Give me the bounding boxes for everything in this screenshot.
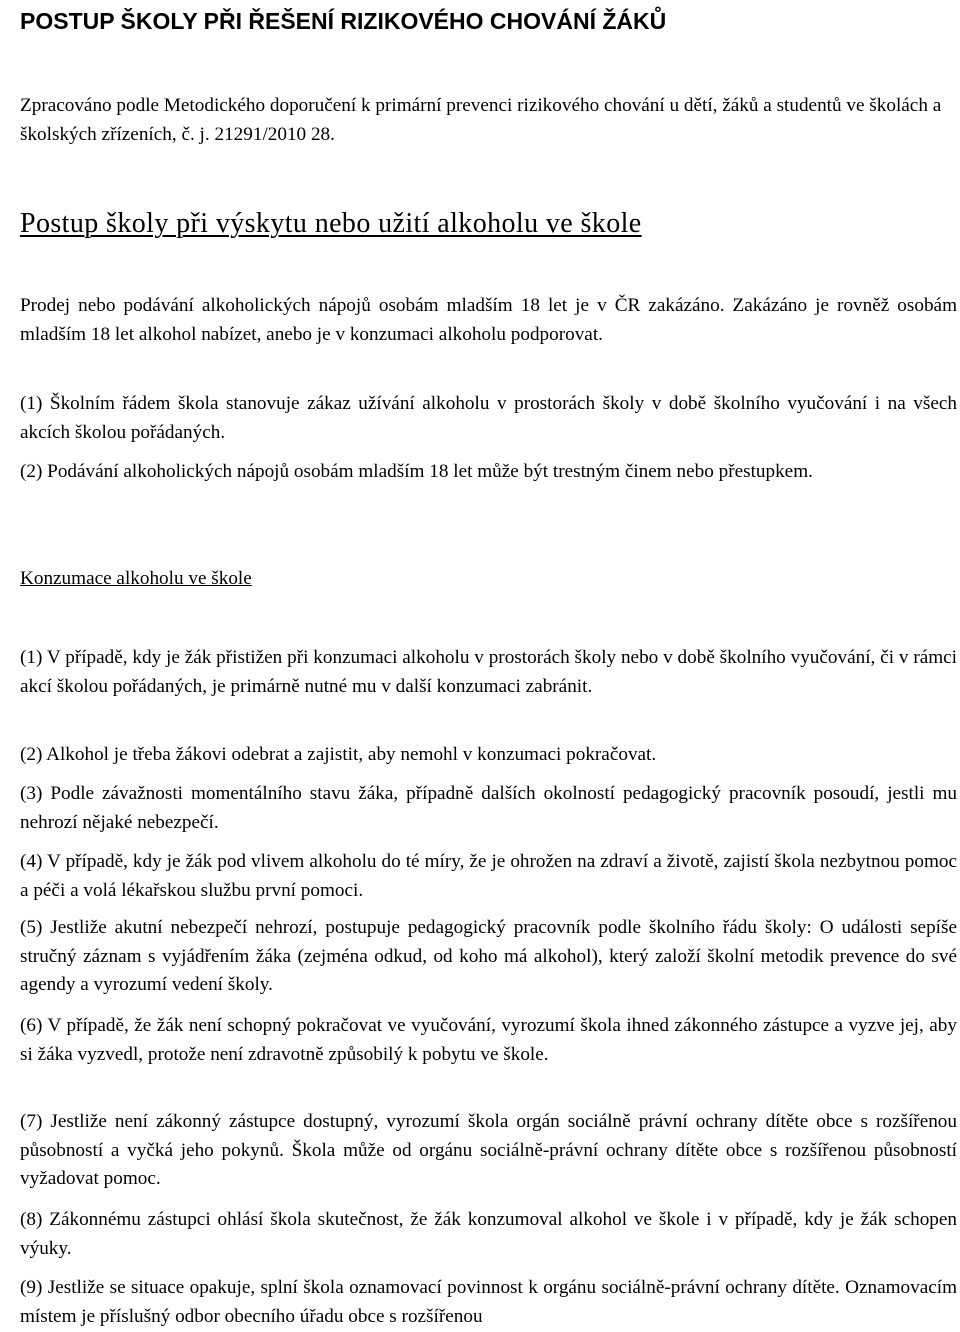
paragraph-consumption-1: (1) V případě, kdy je žák přistižen při konzumaci alkoholu v prostorách školy nebo v době školního vyučování, či v rámci akcí školou pořádaných, je primárně nutné mu v další konzumaci zabránit. bbox=[20, 647, 957, 697]
intro-paragraph: Zpracováno podle Metodického doporučení k primární prevenci rizikového chování u dětí, žáků a studentů ve školách a školských zřízeních, č. j. 21291/2010 28. bbox=[20, 95, 942, 145]
paragraph-consumption-7: (7) Jestliže není zákonný zástupce dostupný, vyrozumí škola orgán sociálně právní ochrany dítěte obce s rozšířenou působností a vyčká jeho pokynů. Škola může od orgánu sociálně-právní ochrany dítěte obce s rozšířenou působností vyžadovat pomoc. bbox=[20, 1111, 957, 1190]
paragraph-consumption-5: (5) Jestliže akutní nebezpečí nehrozí, postupuje pedagogický pracovník podle školního řádu školy: O události sepíše stručný záznam s vyjádřením žáka (zejména odkud, od koho má alkohol), který založí školní metodik prevence do své agendy a vyrozumí vedení školy. bbox=[20, 917, 957, 996]
paragraph-consumption-6: (6) V případě, že žák není schopný pokračovat ve vyučování, vyrozumí škola ihned zákonného zástupce a vyzve jej, aby si žáka vyzvedl, protože není zdravotně způsobilý k pobytu ve škole. bbox=[20, 1015, 957, 1065]
paragraph-consumption-9: (9) Jestliže se situace opakuje, splní škola oznamovací povinnost k orgánu sociálně-právní ochrany dítěte. Oznamovacím místem je příslušný odbor obecního úřadu obce s rozšířenou bbox=[20, 1277, 957, 1327]
paragraph-consumption-2: (2) Alkohol je třeba žákovi odebrat a zajistit, aby nemohl v konzumaci pokračovat. bbox=[20, 744, 657, 765]
paragraph-sale-ban: Prodej nebo podávání alkoholických nápojů osobám mladším 18 let je v ČR zakázáno. Zakázáno je rovněž osobám mladším 18 let alkohol nabízet, anebo je v konzumaci alkoholu podporovat. bbox=[20, 295, 957, 345]
section-heading-alcohol-procedure: Postup školy při výskytu nebo užití alkoholu ve škole bbox=[20, 208, 642, 239]
paragraph-consumption-8: (8) Zákonnému zástupci ohlásí škola skutečnost, že žák konzumoval alkohol ve škole i v případě, kdy je žák schopen výuky. bbox=[20, 1209, 957, 1259]
paragraph-school-rules: (1) Školním řádem škola stanovuje zákaz užívání alkoholu v prostorách školy v době školního vyučování i na všech akcích školou pořádaných. bbox=[20, 393, 957, 443]
section-heading-consumption: Konzumace alkoholu ve škole bbox=[20, 568, 252, 589]
paragraph-offense: (2) Podávání alkoholických nápojů osobám mladším 18 let může být trestným činem nebo přestupkem. bbox=[20, 461, 813, 482]
paragraph-consumption-4: (4) V případě, kdy je žák pod vlivem alkoholu do té míry, že je ohrožen na zdraví a životě, zajistí škola nezbytnou pomoc a péči a volá lékařskou službu první pomoci. bbox=[20, 851, 957, 901]
document-title: POSTUP ŠKOLY PŘI ŘEŠENÍ RIZIKOVÉHO CHOVÁNÍ ŽÁKŮ bbox=[20, 8, 667, 34]
paragraph-consumption-3: (3) Podle závažnosti momentálního stavu žáka, případně dalších okolností pedagogický pracovník posoudí, jestli mu nehrozí nějaké nebezpečí. bbox=[20, 783, 957, 833]
